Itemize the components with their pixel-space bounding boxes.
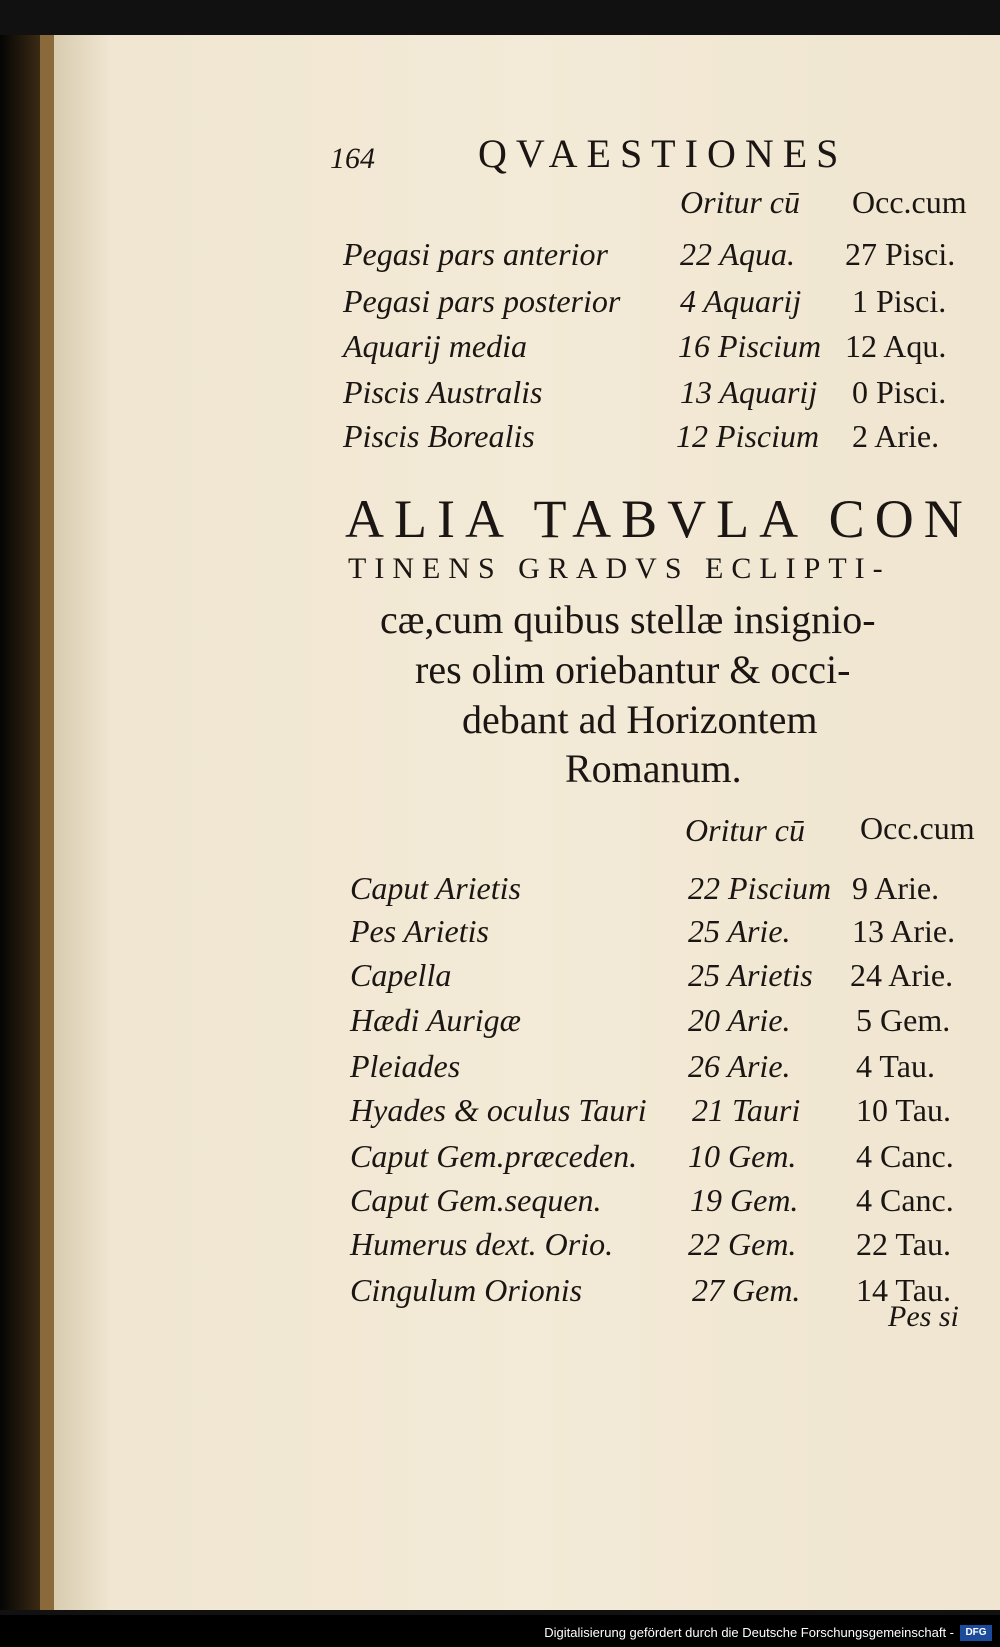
ortus-value: 25 Arie. xyxy=(688,913,791,949)
occasus-value: 4 Tau. xyxy=(856,1048,935,1084)
occasus-value: 1 Pisci. xyxy=(852,283,947,319)
occasus-value: 0 Pisci. xyxy=(852,374,947,410)
star-name: Capella xyxy=(350,957,452,993)
table-row xyxy=(0,1092,1000,1136)
heading-line-6: Romanum. xyxy=(565,746,742,791)
heading-line-3: cæ,cum quibus stellæ insignio- xyxy=(380,597,876,642)
running-title: QVAESTIONES xyxy=(478,131,848,176)
ortus-value: 19 Gem. xyxy=(690,1182,799,1218)
star-name: Cingulum Orionis xyxy=(350,1272,583,1308)
ortus-value: 4 Aquarij xyxy=(680,283,802,319)
star-name: Pes Arietis xyxy=(350,913,489,949)
occasus-value: 9 Arie. xyxy=(852,870,940,906)
ortus-value: 13 Aquarij xyxy=(680,374,818,410)
table-row xyxy=(0,374,1000,418)
footer-credit: Digitalisierung gefördert durch die Deutsche Forschungsgemeinschaft - xyxy=(544,1625,954,1640)
table-row xyxy=(0,283,1000,327)
ortus-value: 25 Arietis xyxy=(688,957,813,993)
star-name: Piscis Borealis xyxy=(343,418,535,454)
table-row xyxy=(0,1048,1000,1092)
occasus-value: 4 Canc. xyxy=(856,1182,954,1218)
ortus-value: 27 Gem. xyxy=(692,1272,801,1308)
dfg-logo: DFG xyxy=(960,1625,992,1641)
star-name: Piscis Australis xyxy=(343,374,543,410)
occasus-value: 22 Tau. xyxy=(856,1226,951,1262)
table-row xyxy=(0,870,1000,914)
star-name: Hædi Aurigæ xyxy=(350,1002,521,1038)
star-name: Humerus dext. Orio. xyxy=(350,1226,614,1262)
occasus-value: 12 Aqu. xyxy=(845,328,947,364)
table1-col-occasus: Occ.cum xyxy=(852,184,967,220)
table-row xyxy=(0,1002,1000,1046)
table-row xyxy=(0,1272,1000,1316)
table-row xyxy=(0,236,1000,280)
table2-col-occasus: Occ.cum xyxy=(860,810,975,846)
star-name: Pegasi pars anterior xyxy=(343,236,608,272)
ortus-value: 22 Gem. xyxy=(688,1226,797,1262)
catchword: Pes si xyxy=(888,1300,959,1333)
heading-line-4: res olim oriebantur & occi- xyxy=(415,647,851,692)
star-name: Pleiades xyxy=(350,1048,461,1084)
occasus-value: 10 Tau. xyxy=(856,1092,951,1128)
table-row xyxy=(0,1226,1000,1270)
ortus-value: 22 Piscium xyxy=(688,870,832,906)
heading-line-1: ALIA TABVLA CON xyxy=(345,489,973,549)
star-name: Pegasi pars posterior xyxy=(343,283,621,319)
table-row xyxy=(0,1138,1000,1182)
ortus-value: 21 Tauri xyxy=(692,1092,801,1128)
ortus-value: 26 Arie. xyxy=(688,1048,791,1084)
table-row xyxy=(0,418,1000,462)
star-name: Caput Gem.sequen. xyxy=(350,1182,602,1218)
star-name: Caput Arietis xyxy=(350,870,521,906)
occasus-value: 24 Arie. xyxy=(850,957,954,993)
ortus-value: 20 Arie. xyxy=(688,1002,791,1038)
occasus-value: 27 Pisci. xyxy=(845,236,956,272)
star-name: Hyades & oculus Tauri xyxy=(350,1092,647,1128)
occasus-value: 13 Arie. xyxy=(852,913,956,949)
table-row xyxy=(0,328,1000,372)
ortus-value: 16 Piscium xyxy=(678,328,822,364)
occasus-value: 5 Gem. xyxy=(856,1002,951,1038)
table-row xyxy=(0,913,1000,957)
footer-bar xyxy=(0,1615,1000,1647)
ortus-value: 22 Aqua. xyxy=(680,236,795,272)
occasus-value: 2 Arie. xyxy=(852,418,940,454)
table2-col-ortus: Oritur cū xyxy=(685,812,805,848)
ortus-value: 12 Piscium xyxy=(676,418,820,454)
table1-col-ortus: Oritur cū xyxy=(680,184,800,220)
page-number: 164 xyxy=(330,142,375,175)
heading-line-5: debant ad Horizontem xyxy=(462,697,818,742)
occasus-value: 14 Tau. xyxy=(856,1272,951,1308)
occasus-value: 4 Canc. xyxy=(856,1138,954,1174)
table-row xyxy=(0,957,1000,1001)
star-name: Caput Gem.præceden. xyxy=(350,1138,638,1174)
heading-line-2: TINENS GRADVS ECLIPTI- xyxy=(348,552,891,585)
ortus-value: 10 Gem. xyxy=(688,1138,797,1174)
table-row xyxy=(0,1182,1000,1226)
star-name: Aquarij media xyxy=(343,328,527,364)
